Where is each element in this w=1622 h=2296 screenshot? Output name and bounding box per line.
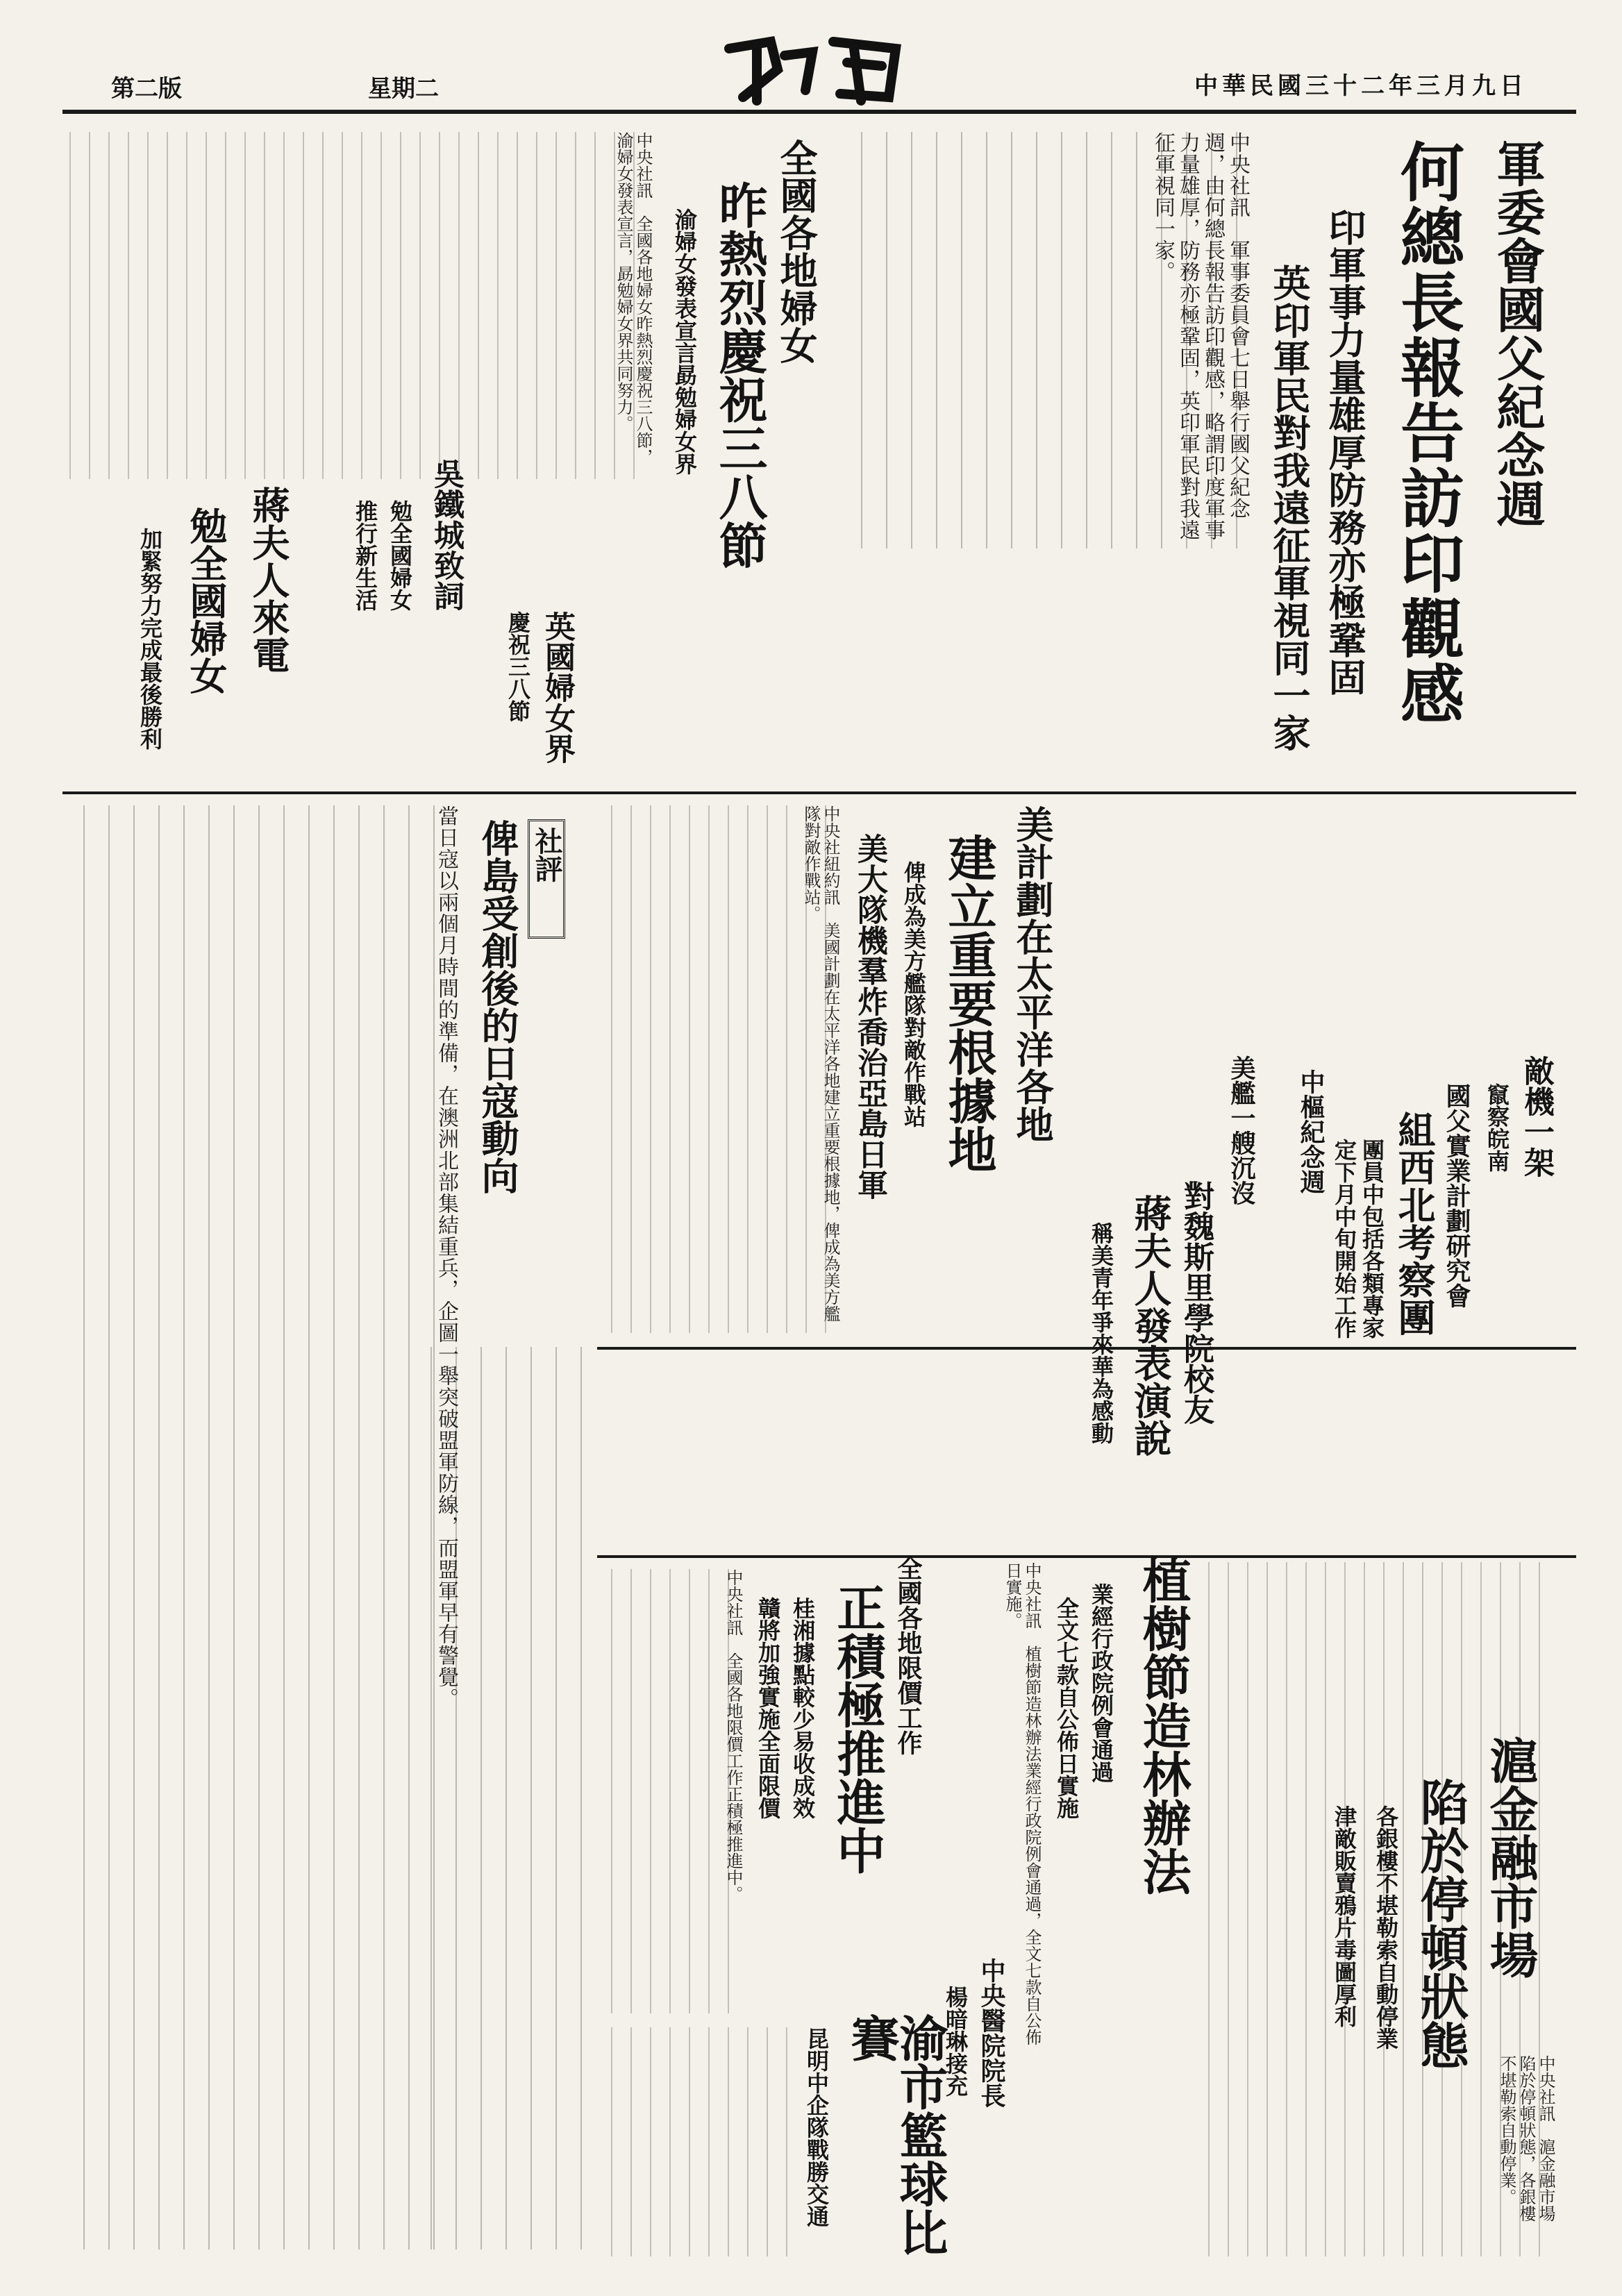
headline-price-sub1: 桂湘據點較少易收成效 (789, 1597, 816, 1819)
women-story-body: 中央社訊 全國各地婦女昨熱烈慶祝三八節，渝婦女發表宣言，勗勉婦女界共同努力。 (614, 132, 653, 465)
headline-hospital-sub: 楊暗琳接充 (942, 1986, 969, 2097)
headline-northwest-sub2: 定下月中旬開始工作 (1331, 1139, 1357, 1339)
headline-northwest-sub1: 團員中包括各類專家 (1359, 1139, 1385, 1339)
headline-india-defense: 印軍事力量雄厚防務亦極鞏固 (1323, 208, 1367, 696)
lead-story-body: 中央社訊 軍事委員會七日舉行國父紀念週，由何總長報告訪印觀感，略謂印度軍事力量雄厚，防務亦極鞏固，英印軍民對我遠征軍視同一家。 (1151, 132, 1250, 541)
headline-us-ship: 美艦一艘沉沒 (1227, 1055, 1256, 1205)
headline-wellesley-sub: 稱美青年爭來華為感動 (1088, 1222, 1114, 1444)
headline-zhongshan: 中樞紀念週 (1296, 1069, 1326, 1194)
editorial-body: 當日寇以兩個月時間的準備，在澳洲北部集結重兵，企圖一舉突破盟軍防線，而盟軍早有警覺。 (434, 805, 458, 1709)
divider-rule (597, 1555, 1576, 1558)
headline-us-bombers: 美大隊機羣炸喬治亞島日軍 (852, 833, 887, 1200)
headline-arbor-sub2: 全文七款自公佈日實施 (1053, 1597, 1080, 1819)
headline-shanghai-sub: 各銀樓不堪勒索自動停業 (1373, 1805, 1399, 2050)
headline-he-report: 何總長報告訪印觀感 (1390, 139, 1465, 726)
headline-price-1: 全國各地限價工作 (894, 1555, 923, 1755)
headline-us-plan-sub: 俾成為美方艦隊對敵作戰站 (901, 861, 927, 1128)
headline-wu-sub1: 勉全國婦女 (387, 500, 413, 611)
text-texture (83, 805, 458, 2249)
headline-shanghai-1: 滬金融市場 (1482, 1736, 1539, 1979)
headline-madame-chiang-sub: 加緊努力完成最後勝利 (137, 528, 163, 750)
text-texture (611, 2027, 792, 2256)
headline-northwest-1: 國父實業計劃研究會 (1442, 1083, 1471, 1308)
text-texture (69, 132, 653, 479)
text-texture (611, 1569, 743, 2013)
masthead-rule (62, 110, 1576, 114)
masthead-logo (715, 28, 923, 111)
headline-madame-chiang-1: 蔣夫人來電 (246, 486, 291, 673)
editorial-tag: 社評 (528, 819, 565, 939)
headline-uk-women-sub: 慶祝三八節 (505, 611, 531, 722)
masthead-date: 中華民國三十二年三月九日 (1194, 72, 1528, 100)
headline-wu-tiecheng: 吳鐵城致詞 (428, 458, 464, 611)
headline-madame-chiang-2: 勉全國婦女 (184, 507, 228, 694)
headline-wellesley-1: 對魏斯里學院校友 (1178, 1180, 1214, 1425)
masthead-edition: 第二版 (111, 75, 182, 103)
headline-hospital: 中央醫院院長 (977, 1958, 1006, 2108)
arbor-body: 中央社訊 植樹節造林辦法業經行政院例會通過，全文七款自公佈日實施。 (1003, 1562, 1042, 2045)
us-plan-body: 中央社紐約訊 美國計劃在太平洋各地建立重要根據地，俾成為美方艦隊對敵作戰站。 (801, 805, 840, 1322)
headline-basketball: 渝市籃球比賽 (843, 2013, 949, 2256)
editorial-title: 俾島受創後的日寇動向 (476, 819, 520, 1194)
headline-us-plan-2: 建立重要根據地 (940, 833, 998, 1173)
headline-price-2: 正積極推進中 (829, 1583, 887, 1875)
divider-rule (62, 791, 1576, 794)
headline-enemy-planes-sub: 竄察皖南 (1484, 1083, 1510, 1172)
headline-women-celebrate: 昨熱烈慶祝三八節 (711, 181, 769, 569)
text-texture (861, 132, 1250, 548)
headline-women-sub: 渝婦女發表宣言勗勉婦女界 (671, 208, 698, 475)
headline-arbor-sub1: 業經行政院例會通過 (1088, 1583, 1114, 1783)
headline-women-nationwide: 全國各地婦女 (774, 139, 819, 364)
headline-india-people: 英印軍民對我遠征軍視同一家 (1267, 264, 1312, 751)
headline-us-plan-1: 美計劃在太平洋各地 (1010, 805, 1055, 1143)
masthead-weekday: 星期二 (368, 75, 439, 103)
price-body: 中央社訊 全國各地限價工作正積極推進中。 (724, 1569, 743, 1902)
headline-shanghai-sub2: 津敵販賣鴉片毒圖厚利 (1331, 1805, 1357, 2027)
headline-enemy-planes: 敵機一架 (1519, 1055, 1554, 1178)
headline-northwest-2: 組西北考察團 (1392, 1111, 1437, 1336)
headline-basketball-sub: 昆明中企隊戰勝交通 (803, 2027, 830, 2227)
text-texture (611, 805, 840, 1333)
headline-arbor: 植樹節造林辦法 (1135, 1555, 1192, 1895)
headline-military-commission: 軍委會國父紀念週 (1489, 139, 1546, 528)
text-texture (430, 1347, 583, 2249)
headline-wu-sub2: 推行新生活 (352, 500, 378, 611)
headline-uk-women: 英國婦女界 (540, 611, 575, 764)
headline-wellesley-2: 蔣夫人發表演說 (1128, 1194, 1173, 1457)
shanghai-body: 中央社訊 滬金融市場陷於停頓狀態，各銀樓不堪勒索自動停業。 (1497, 2055, 1555, 2222)
headline-price-sub2: 贛將加強實施全面限價 (755, 1597, 781, 1819)
headline-shanghai-2: 陷於停頓狀態 (1412, 1777, 1470, 2069)
